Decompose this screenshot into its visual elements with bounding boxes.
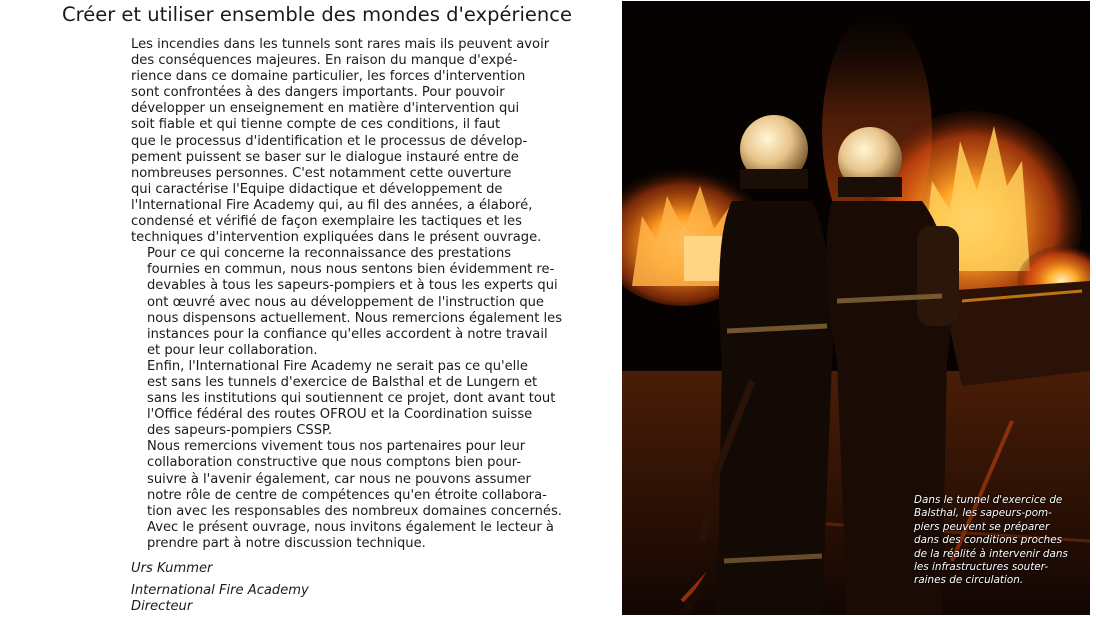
caption-line: de la réalité à intervenir dans [914,547,1068,560]
firefighter-left-body [717,201,833,615]
text-line: ont œuvré avec nous au développement de l'instruction que [147,294,544,310]
signature-organization: International Fire Academy [131,583,309,599]
text-line: qui caractérise l'Equipe didactique et développement de [131,181,503,197]
text-line: sont confrontées à des dangers importants. Pour pouvoir [131,85,505,101]
paragraph-partners [131,439,562,552]
caption-line: piers peuvent se préparer [914,520,1050,533]
text-line: Nous remercions vivement tous nos partenaires pour leur [147,439,526,455]
caption-line: dans des conditions proches [914,534,1063,547]
text-line: instances pour la confiance qu'elles accordent à notre travail [147,326,548,342]
helmet-neck-guard [740,169,808,189]
helmet-neck-guard [838,177,902,197]
text-line: des sapeurs-pompiers CSSP. [147,423,333,439]
text-line: sans les institutions qui soutiennent ce projet, dont avant tout [147,391,556,407]
text-line: l'International Fire Academy qui, au fil des années, a élaboré, [131,197,533,213]
text-line: Avec le présent ouvrage, nous invitons également le lecteur à [147,519,554,535]
text-line: soit fiable et qui tienne compte de ces conditions, il faut [131,117,501,133]
paragraph-institutions [131,358,556,439]
text-line: l'Office fédéral des routes OFROU et la Coordination suisse [147,407,533,423]
text-line: suivre à l'avenir également, car nous ne pouvons assumer [147,471,531,487]
paragraph-intro [131,37,550,246]
text-line: Enfin, l'International Fire Academy ne serait pas ce qu'elle [147,358,528,374]
text-line: pement puissent se baser sur le dialogue instauré entre de [131,149,519,165]
text-line: et pour leur collaboration. [147,342,318,358]
text-line: développer un enseignement en matière d'intervention qui [131,101,520,117]
paragraph-acknowledgement [131,246,563,359]
text-line: que le processus d'identification et le processus de dévelop- [131,133,528,149]
text-line: Pour ce qui concerne la reconnaissance des prestations [147,246,512,262]
photo-caption [914,494,1084,588]
text-line: notre rôle de centre de compétences qu'en étroite collabora- [147,487,547,503]
text-line: techniques d'intervention expliquées dans le présent ouvrage. [131,230,542,246]
caption-line: Balsthal, les sapeurs-pom- [914,507,1052,520]
text-line: tion avec les responsables des nombreux domaines concernés. [147,503,562,519]
text-line: nombreuses personnes. C'est notamment cette ouverture [131,165,512,181]
firefighters-photo [622,1,1090,615]
caption-line: raines de circulation. [914,574,1024,587]
text-line: nous dispensons actuellement. Nous remercions également les [147,310,563,326]
signature-name: Urs Kummer [131,561,213,576]
text-line: prendre part à notre discussion technique. [147,535,426,551]
text-line: condensé et vérifié de façon exemplaire les tactiques et les [131,214,522,230]
text-line: devables à tous les sapeurs-pompiers et à tous les experts qui [147,278,558,294]
page-heading: Créer et utiliser ensemble des mondes d'expérience [62,3,572,26]
body-text [131,37,563,615]
signature-title: Directeur [131,599,193,615]
breathing-apparatus [917,226,959,326]
text-line: est sans les tunnels d'exercice de Balsthal et de Lungern et [147,374,538,390]
text-line: Les incendies dans les tunnels sont rares mais ils peuvent avoir [131,37,550,52]
text-line: rience dans ce domaine particulier, les forces d'intervention [131,69,526,85]
text-line: fournies en commun, nous nous sentons bien évidemment re- [147,262,555,278]
caption-line: les infrastructures souter- [914,561,1049,574]
text-line: collaboration constructive que nous comptons bien pour- [147,455,522,471]
caption-line: Dans le tunnel d'exercice de [914,494,1063,506]
text-line: des conséquences majeures. En raison du manque d'expé- [131,53,518,69]
